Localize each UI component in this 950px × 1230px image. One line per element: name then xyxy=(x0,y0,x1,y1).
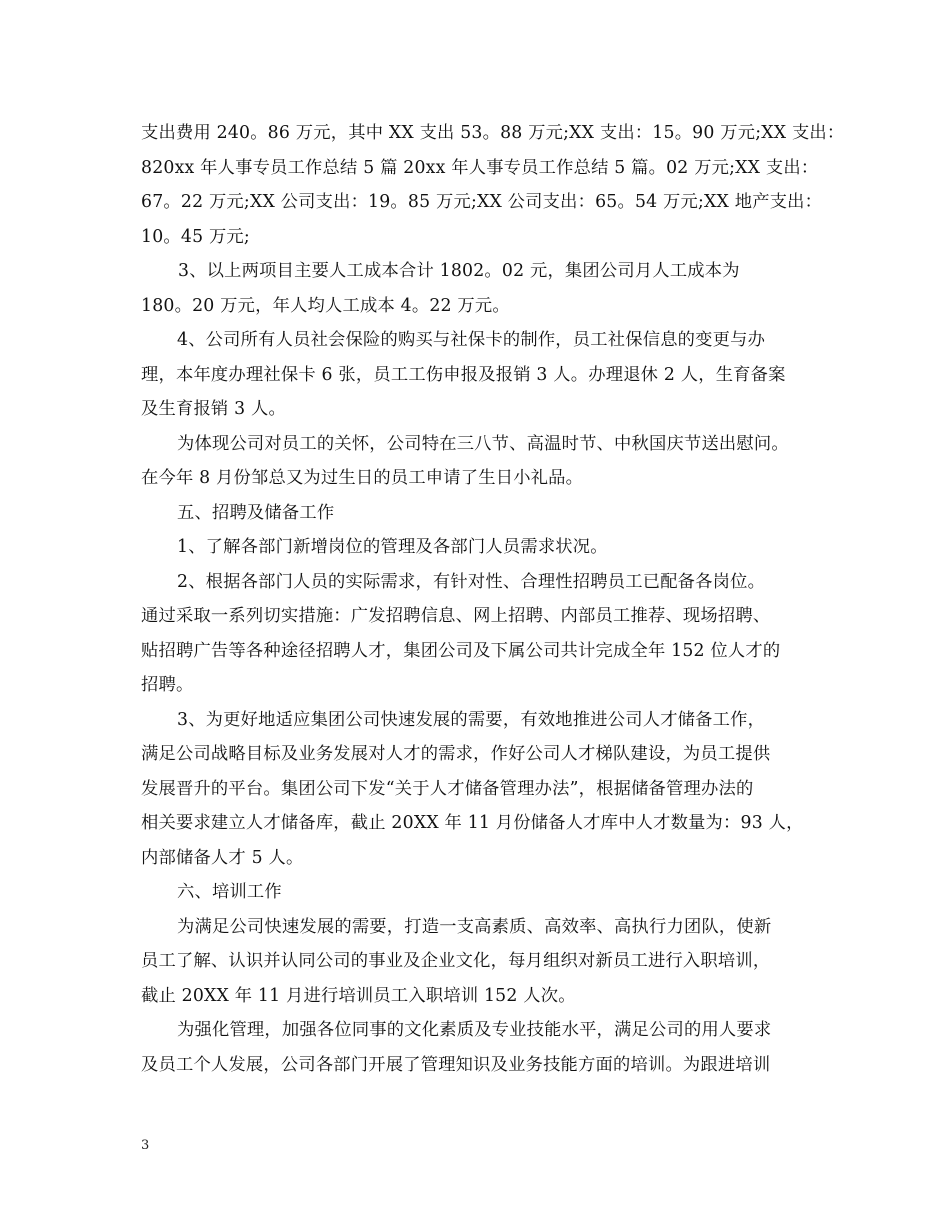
section-heading: 五、招聘及储备工作 xyxy=(177,502,335,523)
document-body xyxy=(141,116,845,1082)
body-line: 10。45 万元; xyxy=(141,226,250,247)
paragraph-start-line: 为体现公司对员工的关怀，公司特在三八节、高温时节、中秋国庆节送出慰问。 xyxy=(177,433,789,454)
body-line: 180。20 万元，年人均人工成本 4。22 万元。 xyxy=(141,295,510,316)
body-line: 67。22 万元;XX 公司支出：19。85 万元;XX 公司支出：65。54 万元;XX 地产支出： xyxy=(141,192,823,212)
paragraph-start-line: 为强化管理，加强各位同事的文化素质及专业技能水平，满足公司的用人要求 xyxy=(177,1020,772,1040)
paragraph-start-line: 3、以上两项目主要人工成本合计 1802。02 元，集团公司月人工成本为 xyxy=(178,261,740,281)
section-heading: 六、培训工作 xyxy=(177,882,282,902)
body-line: 内部储备人才 5 人。 xyxy=(141,847,304,868)
paragraph-start-line: 3、为更好地适应集团公司快速发展的需要，有效地推进公司人才储备工作， xyxy=(177,709,766,730)
body-line: 截止 20XX 年 11 月进行培训员工入职培训 152 人次。 xyxy=(141,985,576,1006)
body-line: 及生育报销 3 人。 xyxy=(141,399,286,419)
paragraph-start-line: 4、公司所有人员社会保险的购买与社保卡的制作，员工社保信息的变更与办 xyxy=(177,330,766,350)
body-line: 理，本年度办理社保卡 6 张，员工工伤申报及报销 3 人。办理退休 2 人，生育备案 xyxy=(141,364,786,385)
body-line: 满足公司战略目标及业务发展对人才的需求，作好公司人才梯队建设，为员工提供 xyxy=(141,744,771,764)
paragraph-start-line: 1、了解各部门新增岗位的管理及各部门人员需求状况。 xyxy=(177,537,608,557)
body-line: 通过采取一系列切实措施：广发招聘信息、网上招聘、内部员工推荐、现场招聘、 xyxy=(141,606,771,626)
body-line: 相关要求建立人才储备库，截止 20XX 年 11 月份储备人才库中人才数量为：93 人， xyxy=(141,813,804,833)
paragraph-start-line: 2、根据各部门人员的实际需求，有针对性、合理性招聘员工已配备各岗位。 xyxy=(177,571,766,592)
body-line: 在今年 8 月份邹总又为过生日的员工申请了生日小礼品。 xyxy=(141,468,584,488)
page-number: 3 xyxy=(141,1138,150,1153)
body-line: 员工了解、认识并认同公司的事业及企业文化，每月组织对新员工进行入职培训， xyxy=(141,951,771,971)
body-line: 820xx 年人事专员工作总结 5 篇 20xx 年人事专员工作总结 5 篇。02 万元;XX 支出： xyxy=(141,157,819,178)
body-line: 招聘。 xyxy=(141,675,194,695)
body-line: 贴招聘广告等各种途径招聘人才，集团公司及下属公司共计完成全年 152 位人才的 xyxy=(141,640,781,661)
body-line: 发展晋升的平台。集团公司下发“关于人才储备管理办法”，根据储备管理办法的 xyxy=(141,778,754,799)
paragraph-start-line: 为满足公司快速发展的需要，打造一支高素质、高效率、高执行力团队，使新 xyxy=(177,916,772,937)
body-line: 支出费用 240。86 万元，其中 XX 支出 53。88 万元;XX 支出：15。90 万元;XX 支出： xyxy=(141,123,845,143)
body-line: 及员工个人发展，公司各部门开展了管理知识及业务技能方面的培训。为跟进培训 xyxy=(141,1054,771,1075)
